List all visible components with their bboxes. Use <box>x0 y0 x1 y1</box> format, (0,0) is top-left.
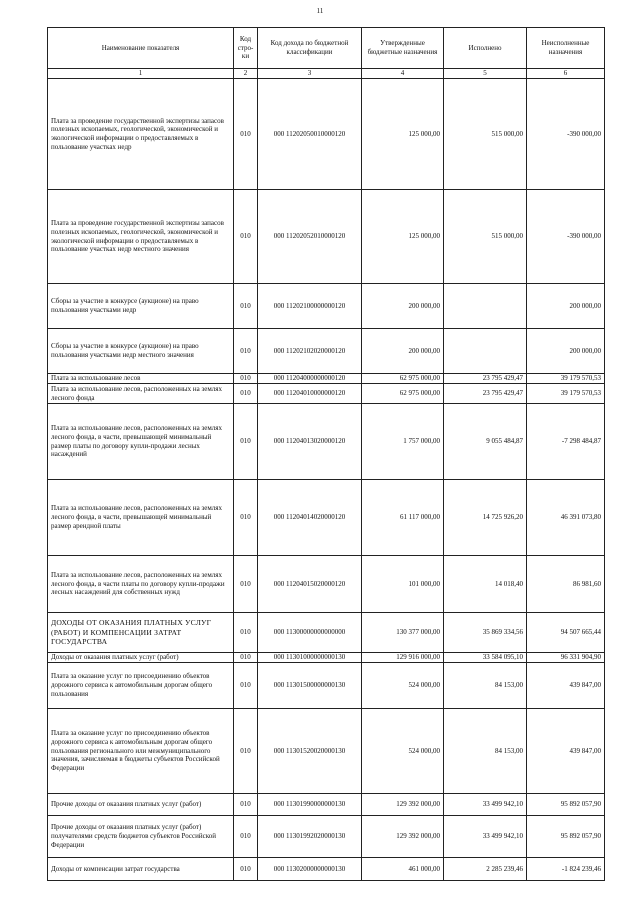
row-approved: 129 916 000,00 <box>362 653 444 663</box>
row-unexecuted: 39 179 570,53 <box>527 374 605 384</box>
row-unexecuted: 200 000,00 <box>527 329 605 374</box>
row-unexecuted: -390 000,00 <box>527 190 605 284</box>
row-code: 010 <box>234 284 258 329</box>
column-number-row <box>48 69 605 79</box>
row-executed: 14 725 926,20 <box>444 480 527 556</box>
row-code: 010 <box>234 190 258 284</box>
row-approved: 1 757 000,00 <box>362 404 444 480</box>
row-unexecuted: 439 847,00 <box>527 663 605 709</box>
row-executed <box>444 329 527 374</box>
row-name: Сборы за участие в конкурсе (аукционе) на право пользования участками недр <box>48 284 234 329</box>
row-executed: 2 285 239,46 <box>444 858 527 881</box>
row-name: Плата за использование лесов <box>48 374 234 384</box>
row-executed: 14 018,40 <box>444 556 527 613</box>
row-name: Плата за проведение государственной экспертизы запасов полезных ископаемых, геологической, экономической и экологической информации о предоставляемых в пользование участках недр местного значения <box>48 190 234 284</box>
header-kbk: Код дохода по бюджетной классификации <box>258 28 362 69</box>
row-unexecuted: 200 000,00 <box>527 284 605 329</box>
table-row <box>48 190 605 284</box>
row-approved: 129 392 000,00 <box>362 794 444 816</box>
row-kbk: 000 11302000000000130 <box>258 858 362 881</box>
row-approved: 130 377 000,00 <box>362 613 444 653</box>
header-approved: Утвержденные бюджетные назначения <box>362 28 444 69</box>
page-number: 11 <box>316 7 324 15</box>
row-code: 010 <box>234 79 258 190</box>
row-name: Плата за использование лесов, расположенных на землях лесного фонда <box>48 384 234 404</box>
row-kbk: 000 11301500000000130 <box>258 663 362 709</box>
row-unexecuted: 96 331 904,90 <box>527 653 605 663</box>
row-unexecuted: 46 391 073,80 <box>527 480 605 556</box>
revenue-report-table <box>47 27 605 881</box>
table-row <box>48 384 605 404</box>
row-code: 010 <box>234 653 258 663</box>
row-unexecuted: 94 507 665,44 <box>527 613 605 653</box>
table-row <box>48 613 605 653</box>
row-executed: 33 499 942,10 <box>444 794 527 816</box>
row-executed <box>444 284 527 329</box>
row-executed: 515 000,00 <box>444 190 527 284</box>
row-code: 010 <box>234 329 258 374</box>
row-kbk: 000 11204014020000120 <box>258 480 362 556</box>
table-row <box>48 663 605 709</box>
row-kbk: 000 11300000000000000 <box>258 613 362 653</box>
row-unexecuted: -390 000,00 <box>527 79 605 190</box>
header-executed: Исполнено <box>444 28 527 69</box>
row-name: Плата за использование лесов, расположенных на землях лесного фонда, в части платы по договору купли-продажи лесных насаждений для собственных нужд <box>48 556 234 613</box>
table-row <box>48 374 605 384</box>
table-row <box>48 480 605 556</box>
column-number: 2 <box>234 69 258 79</box>
row-code: 010 <box>234 816 258 858</box>
header-code: Код стро-ки <box>234 28 258 69</box>
row-name: Прочие доходы от оказания платных услуг (работ) получателями средств бюджетов субъектов Российской Федерации <box>48 816 234 858</box>
table-header-row <box>48 28 605 69</box>
column-number: 4 <box>362 69 444 79</box>
row-code: 010 <box>234 613 258 653</box>
table-row <box>48 858 605 881</box>
row-code: 010 <box>234 556 258 613</box>
row-executed: 33 584 095,10 <box>444 653 527 663</box>
column-number: 3 <box>258 69 362 79</box>
row-name: ДОХОДЫ ОТ ОКАЗАНИЯ ПЛАТНЫХ УСЛУГ (РАБОТ) И КОМПЕНСАЦИИ ЗАТРАТ ГОСУДАРСТВА <box>48 613 234 653</box>
row-code: 010 <box>234 480 258 556</box>
row-executed: 515 000,00 <box>444 79 527 190</box>
table-row <box>48 816 605 858</box>
row-approved: 125 000,00 <box>362 190 444 284</box>
row-executed: 23 795 429,47 <box>444 374 527 384</box>
table-row <box>48 329 605 374</box>
row-name: Сборы за участие в конкурсе (аукционе) на право пользования участками недр местного значения <box>48 329 234 374</box>
row-executed: 84 153,00 <box>444 663 527 709</box>
row-name: Плата за оказание услуг по присоединению объектов дорожного сервиса к автомобильным дорогам общего пользования регионального или межмуниципального значения, зачисляемая в бюджеты субъектов Российской Федерации <box>48 709 234 794</box>
column-number: 5 <box>444 69 527 79</box>
row-approved: 200 000,00 <box>362 329 444 374</box>
row-approved: 461 000,00 <box>362 858 444 881</box>
row-code: 010 <box>234 858 258 881</box>
row-kbk: 000 11204015020000120 <box>258 556 362 613</box>
row-approved: 129 392 000,00 <box>362 816 444 858</box>
row-kbk: 000 11202052010000120 <box>258 190 362 284</box>
row-unexecuted: 86 981,60 <box>527 556 605 613</box>
table-row <box>48 653 605 663</box>
table-row <box>48 79 605 190</box>
row-approved: 61 117 000,00 <box>362 480 444 556</box>
row-kbk: 000 11301990000000130 <box>258 794 362 816</box>
row-code: 010 <box>234 663 258 709</box>
row-approved: 524 000,00 <box>362 709 444 794</box>
header-unexecuted: Неисполненные назначения <box>527 28 605 69</box>
row-unexecuted: 439 847,00 <box>527 709 605 794</box>
column-number: 6 <box>527 69 605 79</box>
row-name: Доходы от оказания платных услуг (работ) <box>48 653 234 663</box>
row-kbk: 000 11202102020000120 <box>258 329 362 374</box>
table-row <box>48 794 605 816</box>
row-executed: 9 055 484,87 <box>444 404 527 480</box>
row-executed: 33 499 942,10 <box>444 816 527 858</box>
row-kbk: 000 11202100000000120 <box>258 284 362 329</box>
row-kbk: 000 11301520020000130 <box>258 709 362 794</box>
row-approved: 62 975 000,00 <box>362 384 444 404</box>
table-row <box>48 556 605 613</box>
table-row <box>48 404 605 480</box>
row-code: 010 <box>234 794 258 816</box>
row-code: 010 <box>234 709 258 794</box>
row-executed: 35 869 334,56 <box>444 613 527 653</box>
column-number: 1 <box>48 69 234 79</box>
row-kbk: 000 11301000000000130 <box>258 653 362 663</box>
header-name: Наименование показателя <box>48 28 234 69</box>
row-name: Плата за оказание услуг по присоединению объектов дорожного сервиса к автомобильным дорогам общего пользования <box>48 663 234 709</box>
row-unexecuted: 39 179 570,53 <box>527 384 605 404</box>
row-approved: 101 000,00 <box>362 556 444 613</box>
row-executed: 23 795 429,47 <box>444 384 527 404</box>
row-name: Плата за проведение государственной экспертизы запасов полезных ископаемых, геологической, экономической и экологической информации о предоставляемых в пользование участках недр <box>48 79 234 190</box>
row-kbk: 000 11204010000000120 <box>258 384 362 404</box>
row-approved: 200 000,00 <box>362 284 444 329</box>
row-name: Плата за использование лесов, расположенных на землях лесного фонда, в части, превышающей минимальный размер платы по договору купли-продажи лесных насаждений <box>48 404 234 480</box>
row-name: Прочие доходы от оказания платных услуг (работ) <box>48 794 234 816</box>
row-code: 010 <box>234 384 258 404</box>
row-code: 010 <box>234 404 258 480</box>
row-kbk: 000 11202050010000120 <box>258 79 362 190</box>
row-code: 010 <box>234 374 258 384</box>
row-name: Плата за использование лесов, расположенных на землях лесного фонда, в части, превышающей минимальный размер арендной платы <box>48 480 234 556</box>
row-name: Доходы от компенсации затрат государства <box>48 858 234 881</box>
row-unexecuted: 95 892 057,90 <box>527 816 605 858</box>
row-unexecuted: 95 892 057,90 <box>527 794 605 816</box>
row-unexecuted: -1 824 239,46 <box>527 858 605 881</box>
row-approved: 524 000,00 <box>362 663 444 709</box>
row-kbk: 000 11204000000000120 <box>258 374 362 384</box>
row-kbk: 000 11301992020000130 <box>258 816 362 858</box>
row-kbk: 000 11204013020000120 <box>258 404 362 480</box>
row-executed: 84 153,00 <box>444 709 527 794</box>
row-approved: 125 000,00 <box>362 79 444 190</box>
table-row <box>48 709 605 794</box>
row-unexecuted: -7 298 484,87 <box>527 404 605 480</box>
table-row <box>48 284 605 329</box>
row-approved: 62 975 000,00 <box>362 374 444 384</box>
